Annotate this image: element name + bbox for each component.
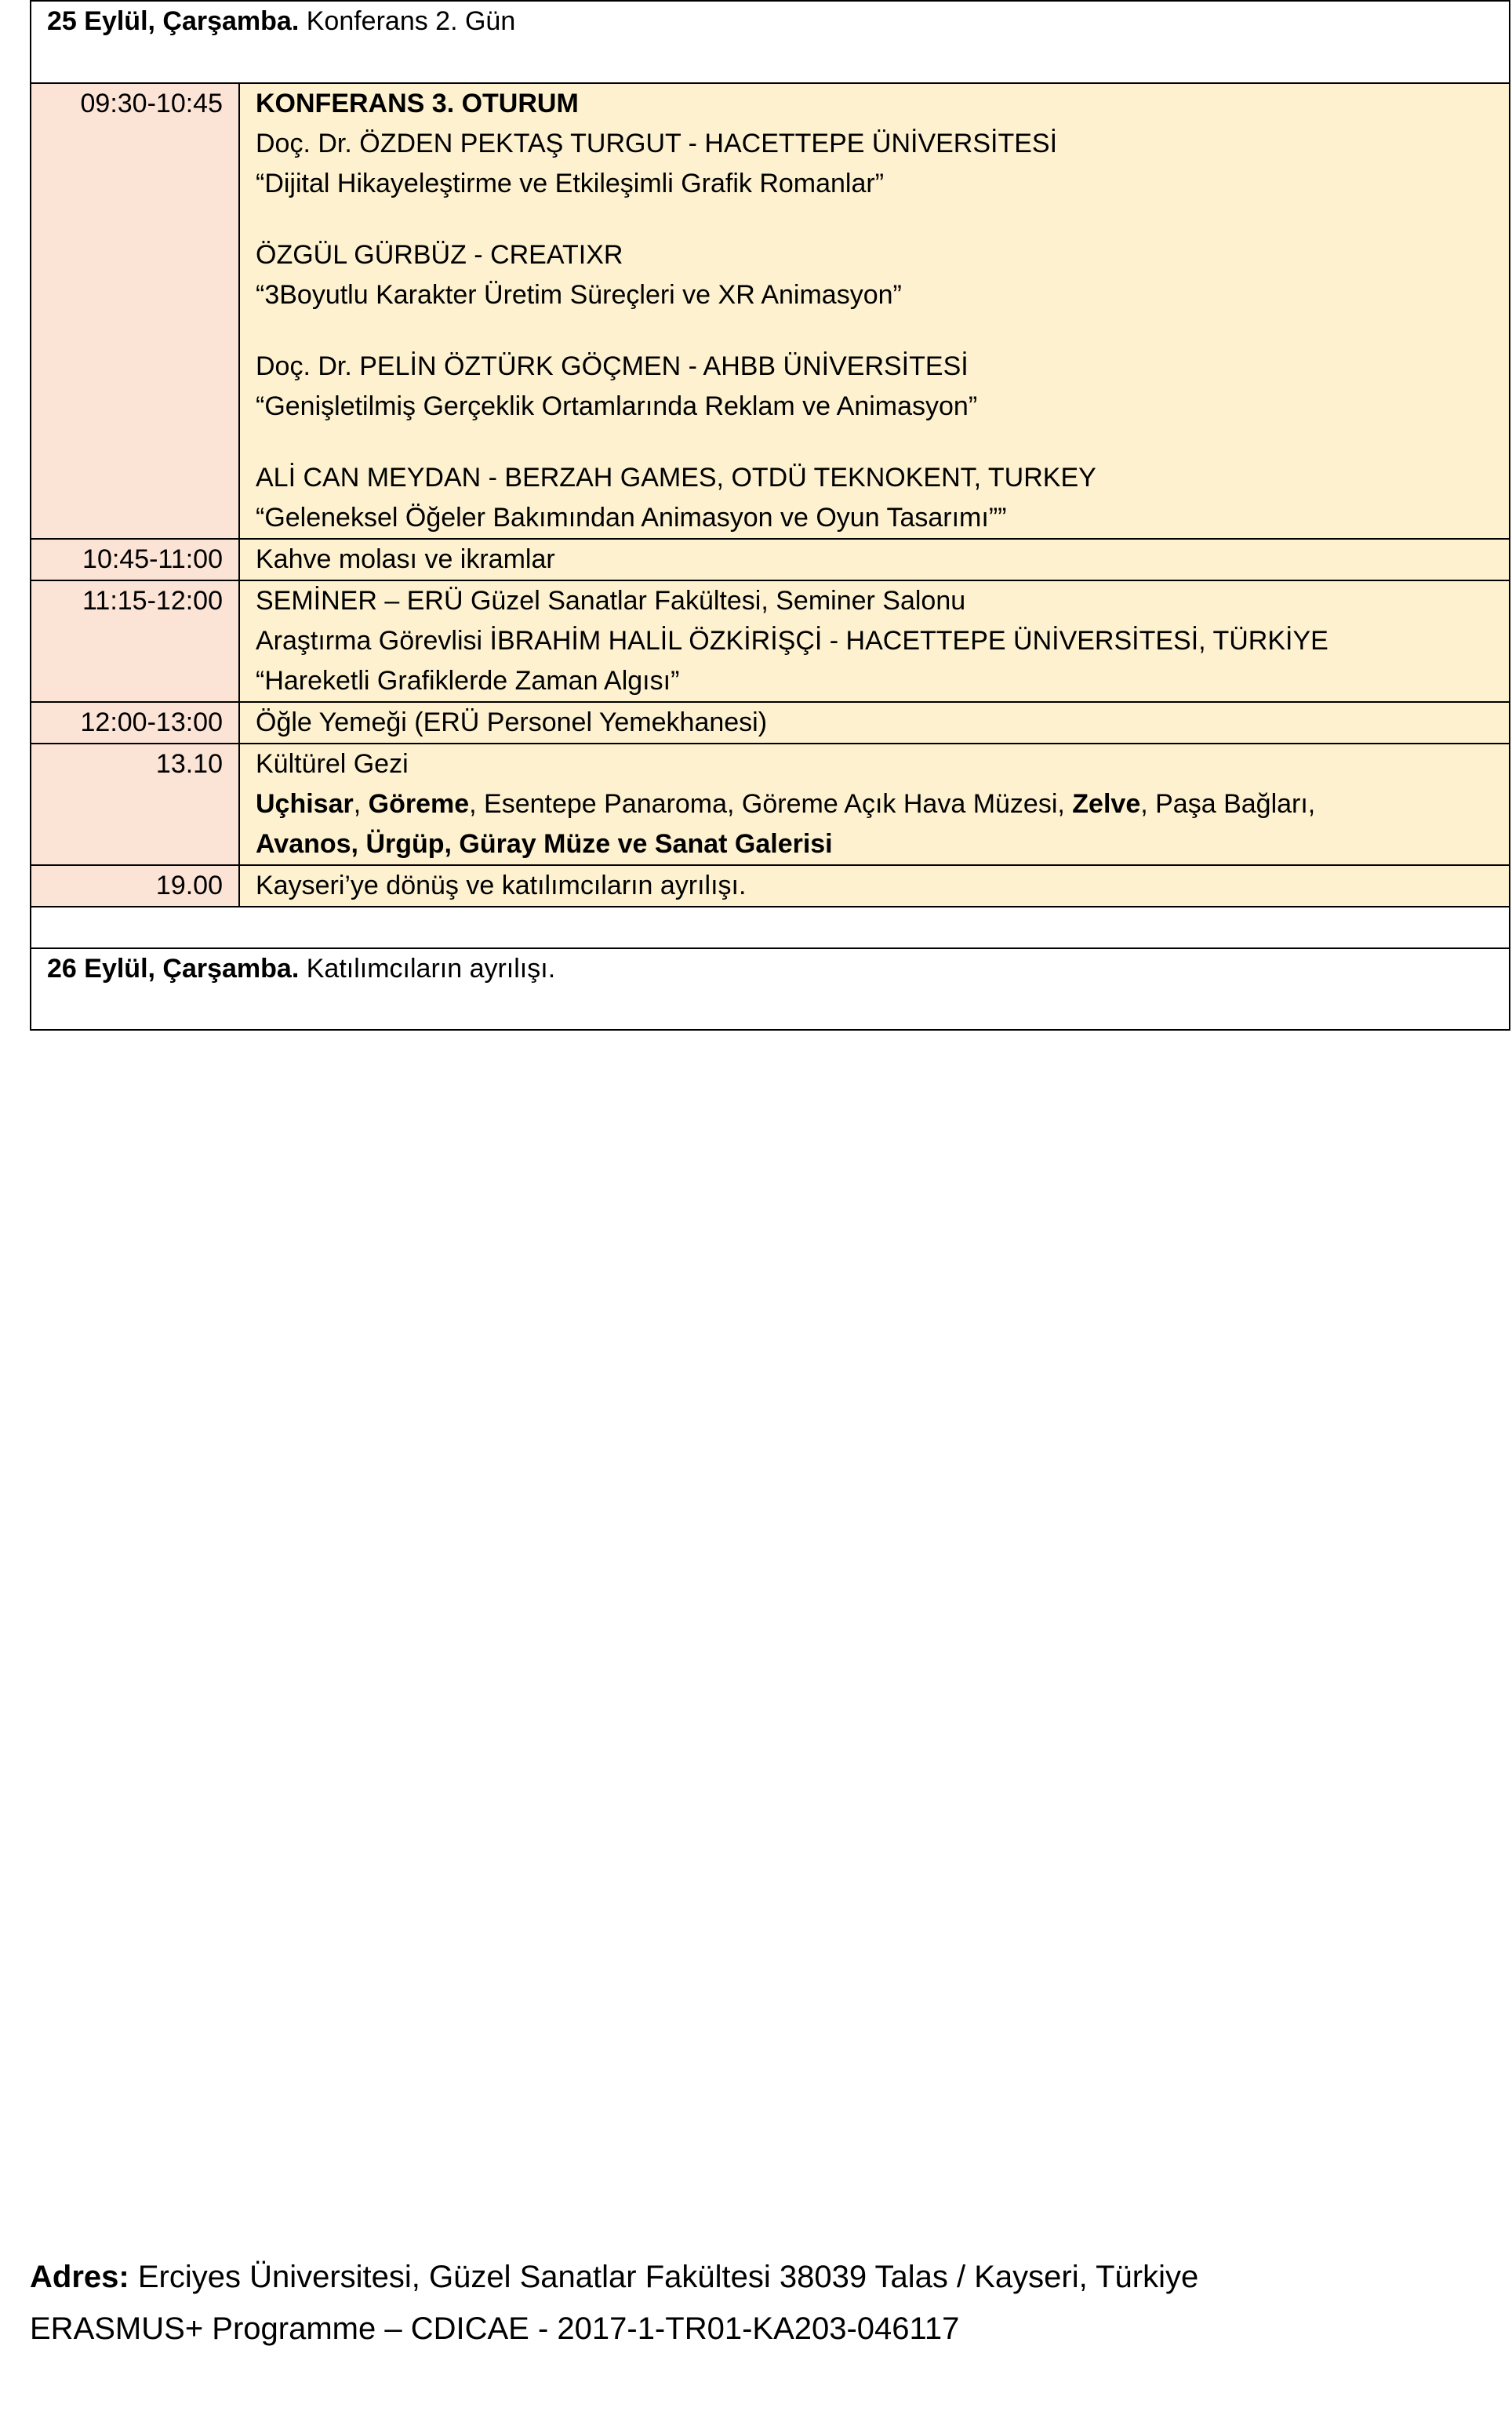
coffee-row xyxy=(31,539,1510,580)
address-text: Erciyes Üniversitesi, Güzel Sanatlar Fakültesi 38039 Talas / Kayseri, Türkiye xyxy=(137,2260,1199,2294)
spacer-cell xyxy=(31,907,1510,948)
day2-date: 26 Eylül, Çarşamba. xyxy=(47,954,300,984)
lunch-time: 12:00-13:00 xyxy=(31,702,239,744)
place-zelve: Zelve xyxy=(1072,789,1141,819)
session-heading: KONFERANS 3. OTURUM xyxy=(256,89,579,118)
coffee-time: 10:45-11:00 xyxy=(31,539,239,580)
day-header-row xyxy=(31,1,1510,83)
session-content xyxy=(239,83,1510,539)
session-row xyxy=(31,83,1510,539)
tour-places-line-2: Avanos, Ürgüp, Güray Müze ve Sanat Galerisi xyxy=(256,829,833,859)
day-date: 25 Eylül, Çarşamba. xyxy=(47,6,300,36)
places-sep-3: , Paşa Bağları, xyxy=(1140,789,1316,819)
talk-speaker: Doç. Dr. ÖZDEN PEKTAŞ TURGUT - HACETTEPE ÜNİVERSİTESİ xyxy=(256,129,1058,158)
lunch-row xyxy=(31,702,1510,744)
return-text: Kayseri’ye dönüş ve katılımcıların ayrılışı. xyxy=(239,865,1510,907)
seminar-content xyxy=(239,580,1510,702)
talk-title: “3Boyutlu Karakter Üretim Süreçleri ve XR Animasyon” xyxy=(256,280,902,310)
footer-address xyxy=(30,2256,1198,2298)
seminar-line-2: Araştırma Görevlisi İBRAHİM HALİL ÖZKİRİŞÇİ - HACETTEPE ÜNİVERSİTESİ, TÜRKİYE xyxy=(256,626,1328,656)
places-sep-2: , Esentepe Panaroma, Göreme Açık Hava Müzesi, xyxy=(469,789,1073,819)
tour-content xyxy=(239,744,1510,865)
seminar-line-1: SEMİNER – ERÜ Güzel Sanatlar Fakültesi, Seminer Salonu xyxy=(256,586,966,616)
seminar-row xyxy=(31,580,1510,702)
tour-time: 13.10 xyxy=(31,744,239,865)
talk-title: “Genişletilmiş Gerçeklik Ortamlarında Reklam ve Animasyon” xyxy=(256,391,978,421)
lunch-text: Öğle Yemeği (ERÜ Personel Yemekhanesi) xyxy=(239,702,1510,744)
talk-spacer xyxy=(256,427,1493,458)
talk-speaker: ALİ CAN MEYDAN - BERZAH GAMES, OTDÜ TEKNOKENT, TURKEY xyxy=(256,463,1096,493)
talk-spacer xyxy=(256,204,1493,235)
session-time: 09:30-10:45 xyxy=(31,83,239,539)
seminar-line-3: “Hareketli Grafiklerde Zaman Algısı” xyxy=(256,666,680,696)
address-label: Adres: xyxy=(30,2260,129,2294)
day-title: Konferans 2. Gün xyxy=(306,6,516,36)
spacer-row xyxy=(31,907,1510,948)
talk-speaker: ÖZGÜL GÜRBÜZ - CREATIXR xyxy=(256,240,623,270)
place-uchisar: Uçhisar xyxy=(256,789,354,819)
day2-text: Katılımcıların ayrılışı. xyxy=(306,954,556,984)
place-goreme: Göreme xyxy=(368,789,470,819)
talk-title: “Dijital Hikayeleştirme ve Etkileşimli Grafik Romanlar” xyxy=(256,169,885,198)
return-row xyxy=(31,865,1510,907)
footer-programme: ERASMUS+ Programme – CDICAE - 2017-1-TR01-KA203-046117 xyxy=(30,2311,960,2346)
seminar-time: 11:15-12:00 xyxy=(31,580,239,702)
schedule-table xyxy=(30,0,1510,1031)
talk-spacer xyxy=(256,315,1493,347)
places-sep-1: , xyxy=(353,789,369,819)
day-header-cell xyxy=(31,1,1510,83)
return-time: 19.00 xyxy=(31,865,239,907)
tour-row xyxy=(31,744,1510,865)
day2-cell xyxy=(31,948,1510,1030)
day2-row xyxy=(31,948,1510,1030)
tour-places-line-1 xyxy=(256,784,1493,824)
talk-title: “Geleneksel Öğeler Bakımından Animasyon ve Oyun Tasarımı”” xyxy=(256,503,1007,533)
coffee-text: Kahve molası ve ikramlar xyxy=(239,539,1510,580)
tour-title: Kültürel Gezi xyxy=(256,749,409,779)
talk-speaker: Doç. Dr. PELİN ÖZTÜRK GÖÇMEN - AHBB ÜNİVERSİTESİ xyxy=(256,351,969,381)
